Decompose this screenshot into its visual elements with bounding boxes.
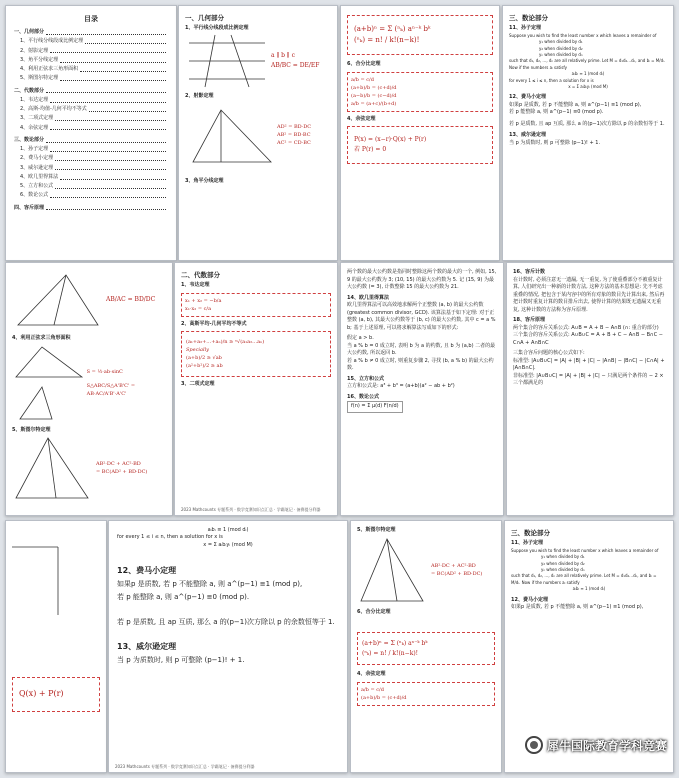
- incl-text-1: 在计数时, 必须注意无一遗漏, 无一重复, 为了使重叠部分不被重复计算, 人们研究出一种新的计数方法, 这种方法的基本思想是: 先不考虑重叠的情况, 把包含于某内容中的所有对象的数目先计算出来, 然后再把计数时重复计算的数目排斥出去, 使得计算的结果既无遗漏又无重复, 这种计数的方法称为容斥原理.: [513, 276, 665, 313]
- gcd-text-2: 欧几里得算法可以高效地求解两个正整数 (a, b) 的最大公约数 (greatest common divisor, GCD). 该算法基于如下定理: 对于正整数 (a, b), 其最大公约数等于 (b, c) 的最大公约数, 其中 c = a % b; 基于上述原理, 可以将求解算法写成如下的形式:: [347, 302, 496, 331]
- bisector-figure: [12, 269, 166, 331]
- crt-x: x = Σ aᵢbᵢyᵢ (mod M): [568, 84, 608, 90]
- mobius-formula: f(n) = Σ μ(d) F(n/d): [347, 401, 403, 413]
- toc-leader: [50, 126, 166, 130]
- crt-row-2: y₂ when divided by d₂: [539, 45, 583, 51]
- parallel-eq2: AB/BC = DE/EF: [271, 61, 320, 69]
- parallel-lines-diagram: [185, 33, 267, 89]
- geometry-cont-page: [5, 262, 173, 516]
- toc-leader: [50, 99, 166, 103]
- crt-box: [509, 33, 667, 91]
- bisector-triangle-diagram: [12, 269, 102, 331]
- wilson-text: 当 p 为质数时, 则 p 可整除 (p−1)! + 1.: [509, 139, 601, 146]
- lower-fermat-a: 如果p 是质数, 若 p 不能整除 a, 则 a^(p−1) ≡1 (mod p),: [117, 580, 303, 589]
- ratio-box: [347, 72, 493, 112]
- toc-item-label: 4、余弦定理: [20, 124, 49, 131]
- lower-crt-row-3: yₙ when divided by dₙ: [541, 567, 585, 573]
- incl-text-5: 标准型: |A∪B∪C| = |A| + |B| + |C| − |A∩B| − |B∩C| − |C∩A| + |A∩B∩C|.: [513, 357, 665, 371]
- binomial-coefficient: (ⁿₖ) = n! / k!(n−k)!: [354, 36, 420, 45]
- lower-ratio-eq-1: a/b = c/d: [361, 686, 384, 693]
- toc-item-label: 二、代数部分: [14, 87, 45, 94]
- toc-item-label: 1、平行线分线段成比例定理: [20, 38, 84, 45]
- lower-stewart-eq-2: = BC(AD² + BD·DC): [431, 570, 483, 577]
- projection-triangle-diagram: [185, 100, 275, 170]
- incl-principle-title: 18、容斥原理: [513, 317, 545, 323]
- fermat-2: 若 p 能整除 a, 则 a^(p−1) ≡0 (mod p).: [509, 109, 604, 116]
- number-theory-page: [502, 5, 674, 261]
- lower-number-header: 三、数论部分: [511, 529, 550, 537]
- lower-ratio-title: 6、合分比定理: [357, 608, 391, 615]
- lower-stewart-eq-1: AB²·DC + AC²·BD: [431, 562, 476, 569]
- toc-leader: [55, 185, 166, 189]
- toc-leader: [46, 206, 166, 210]
- parallel-eq1: a ∥ b ∥ c: [271, 52, 295, 60]
- gcd-step-3: 若 a % b ≠ 0 成立时, 则重复步骤 2, 寻找 (b, a % b) 的最大公约数.: [347, 357, 494, 371]
- toc-item-label: 3、威尔逊定理: [20, 164, 54, 171]
- toc-page: [5, 5, 177, 261]
- amgm-eq-2: Specially: [186, 347, 209, 354]
- incl-header: 16、容斥计数: [513, 269, 545, 275]
- mobius-title: 16、数论公式: [347, 393, 379, 400]
- toc-item-label: 4、利用正弦求三角形面积: [20, 66, 79, 73]
- stewart-eq-1: AB²·DC + AC²·BD: [96, 461, 141, 467]
- crt-cond: such that d₁, d₂, …, dₙ are all relatively prime. Let M = d₁d₂…dₙ, and bᵢ = M/dᵢ. Now if the numbers aᵢ satisfy: [509, 58, 666, 70]
- parallel-figure: [185, 33, 331, 89]
- binomial-formula: (a+b)ⁿ = Σ (ⁿₖ) aⁿ⁻ᵏ bᵏ: [354, 25, 431, 33]
- geometry-page: [178, 5, 338, 261]
- toc-item-label: 3、角平分线定理: [20, 56, 59, 63]
- crt-sol: for every 1 ≤ i ≤ n, then a solution for x is: [509, 77, 594, 83]
- cube-formula: 立方和公式是: a³ + b³ = (a+b)(a² − ab + b²): [347, 383, 455, 389]
- toc-leader: [50, 49, 166, 53]
- vieta-eq-1: x₁ + x₂ = −b/a: [185, 297, 222, 304]
- lower-ratio-eq-2: (a+b)/b = (c+d)/d: [361, 694, 407, 701]
- euclid-title: 14、欧几里得算法: [347, 294, 389, 301]
- geometry-s1: 1、平行线分线段成比例定理: [185, 25, 249, 32]
- lower-left-page: [5, 520, 107, 773]
- toc-item-label: 2、射影定理: [20, 47, 49, 54]
- algebra-page: [174, 262, 338, 516]
- ratio-eq-2: (a+b)/b = (c+d)/d: [351, 84, 397, 91]
- stewart-title: 5、斯图尔特定理: [12, 426, 51, 433]
- toc-item[interactable]: [14, 48, 168, 55]
- lower-stewart-title: 5、斯图尔特定理: [357, 527, 396, 533]
- sine-area-eq-1: S = ½·ab·sinC: [86, 368, 123, 375]
- toc-item-label: 3、二项式定理: [20, 115, 54, 122]
- cube-title: 15、立方和公式: [347, 375, 384, 382]
- toc-leader: [55, 117, 166, 121]
- amgm-box: [181, 331, 331, 377]
- toc-list: [14, 29, 168, 212]
- lower-stewart-page: [350, 520, 502, 773]
- crt-row-3: yₙ when divided by dₙ: [539, 52, 583, 58]
- algebra-header: 二、代数部分: [181, 271, 220, 279]
- toc-leader: [89, 108, 166, 112]
- toc-leader: [46, 31, 166, 35]
- toc-item[interactable]: [14, 106, 168, 113]
- toc-leader: [60, 59, 166, 63]
- toc-leader: [60, 77, 166, 81]
- stewart-eq-2: = BC(AD² + BD·DC): [96, 469, 148, 475]
- toc-item[interactable]: [14, 183, 168, 190]
- lower-binomial-eq: (a+b)ⁿ = Σ (ⁿₖ) aⁿ⁻ᵏ bᵏ: [362, 640, 428, 647]
- vieta-title: 1、韦达定理: [181, 282, 210, 289]
- toc-item[interactable]: [14, 165, 168, 172]
- watermark-text: 犀牛国际教育学科竞赛: [546, 738, 667, 753]
- geometry-header: 一、几何部分: [185, 14, 224, 22]
- fermat-1: 如果p 是质数, 若 p 不能整除 a, 则 a^(p−1) ≡1 (mod p),: [509, 101, 642, 108]
- toc-item-label: 1、韦达定理: [20, 96, 49, 103]
- vieta-eq-2: x₁·x₂ = c/a: [185, 305, 212, 312]
- toc-item[interactable]: [14, 115, 168, 122]
- toc-item[interactable]: [14, 57, 168, 64]
- toc-item[interactable]: [14, 155, 168, 162]
- toc-item[interactable]: [14, 38, 168, 45]
- lower-cosine-title: 4、余弦定理: [357, 671, 386, 678]
- crt-text: Suppose you wish to find the least number x which leaves a remainder of: [509, 32, 657, 38]
- incl-text-6: 非标准型: |A∪B∪C| = |A| + |B| + |C| − 只满足两个条件的 − 2 × 三个都满足的: [513, 372, 664, 386]
- amgm-eq-1: (a₁+a₂+…+aₙ)/n ≥ ⁿ√(a₁a₂…aₙ): [186, 339, 265, 346]
- gcd-text-1: 两个数的最大公约数是指同时整除这两个数的最大的一个, 例如, 15, 9 的最大公约数为 3; (10, 15) 的最大公约数为 5. 记 (15, 9) 为最大公约数 (= 3), 计数整除 15 的最大公约数为 21.: [347, 269, 497, 290]
- lower-wilson-text: 当 p 为质数时, 则 p 可整除 (p−1)! + 1.: [117, 656, 245, 665]
- toc-item[interactable]: [14, 137, 168, 144]
- remainder-box: [347, 126, 493, 163]
- toc-leader: [55, 157, 166, 161]
- amgm-eq-3: (a+b)/2 ≥ √ab: [186, 355, 222, 362]
- amgm-title: 2、高斯平均-几何平均不等式: [181, 320, 247, 327]
- incl-text-2: 两个集合的容斥关系公式: A∪B = A + B − A∩B (∩: 重合的部分): [513, 324, 659, 331]
- lower-crt-sol: for every 1 ≤ i ≤ n, then a solution for x is: [117, 534, 223, 541]
- incl-text-4: 三集合容斥问题的核心公式如下:: [513, 350, 585, 356]
- lower-fermat-b: 若 p 能整除 a, 则 a^(p−1) ≡0 (mod p).: [117, 593, 250, 602]
- lower-fermat-2-a: 如果p 是质数, 若 p 不能整除 a, 则 a^(p−1) ≡1 (mod p),: [511, 604, 644, 611]
- wilson-title: 13、威尔逊定理: [509, 132, 546, 139]
- toc-leader: [80, 68, 166, 72]
- lower-crt-cond: such that d₁, d₂, …, dₙ are all relatively prime. Let M = d₁d₂…dₙ, and bᵢ = M/dᵢ. Now if the numbers aᵢ satisfy: [511, 573, 657, 585]
- crt-eq: aᵢbᵢ ≡ 1 (mod dᵢ): [571, 71, 605, 77]
- toc-leader: [50, 148, 166, 152]
- toc-leader: [46, 89, 166, 93]
- inclusion-page: [506, 262, 674, 516]
- toc-item-label: 5、立方和公式: [20, 183, 54, 190]
- fermat-title: 12、费马小定理: [509, 94, 546, 101]
- binomial-box: [347, 15, 493, 55]
- toc-title: 目录: [84, 15, 98, 23]
- toc-item-label: 5、斯图尔特定理: [20, 75, 59, 82]
- toc-item-label: 2、高斯-均值-几何平均不等式: [20, 106, 87, 113]
- lower-fermat-footer: 2023 Mathcounts 专题系列 · 数学竞赛知识点汇总 · 学霸笔记 · 备赛提分利器: [115, 764, 255, 770]
- projection-figure: [185, 100, 331, 170]
- toc-leader: [46, 139, 166, 143]
- toc-item[interactable]: [14, 205, 168, 212]
- cosine-title: 4、余弦定理: [347, 115, 376, 122]
- projection-eq-1: AD² = BD·DC: [277, 124, 312, 131]
- sine-area-eq-2: S△ABC/S△A'B'C' = AB·AC/A'B'·A'C': [86, 382, 136, 397]
- toc-item[interactable]: [14, 146, 168, 153]
- incl-text-3: 三个集合的容斥关系公式: A∪B∪C = A + B + C − A∩B − B∩C − C∩A + A∩B∩C: [513, 332, 663, 346]
- toc-item[interactable]: [14, 88, 168, 95]
- wechat-logo-icon: [525, 736, 543, 754]
- gcd-step-1: 假定 a > b.: [347, 335, 374, 341]
- sine-triangles-diagram: [12, 343, 83, 423]
- toc-item-label: 6、数论公式: [20, 192, 49, 199]
- lower-left-q: Q(x) + P(r): [19, 689, 64, 698]
- lower-fermat-c: 若 p 是质数, 且 ap 互质, 那么 a 的(p−1)次方除以 p 的余数恒等于 1.: [117, 617, 335, 626]
- vieta-box: [181, 293, 331, 317]
- lower-stewart-figure: [357, 535, 495, 605]
- lower-fermat-page: [108, 520, 348, 773]
- toc-leader: [85, 40, 166, 44]
- toc-leader: [60, 176, 166, 180]
- toc-item[interactable]: [14, 29, 168, 36]
- projection-eq-2: AB² = BD·BC: [277, 132, 311, 139]
- lower-crt-title: 11、孙子定理: [511, 540, 543, 547]
- number-header: 三、数论部分: [509, 14, 548, 22]
- toc-item-label: 一、几何部分: [14, 29, 45, 36]
- lower-ratio-box: [357, 682, 495, 706]
- toc-item[interactable]: [14, 66, 168, 73]
- lower-stewart-diagram: [357, 535, 427, 605]
- ratio-eq-3: (a−b)/b = (c−d)/d: [351, 92, 397, 99]
- stewart-triangle-diagram: [12, 434, 92, 502]
- lower-crt-eq2: aᵢbᵢ ≡ 1 (mod dᵢ): [572, 586, 606, 592]
- toc-item[interactable]: [14, 125, 168, 132]
- crt-row-1: y₁ when divided by d₁: [539, 39, 583, 45]
- ratio-eq-1: a/b = c/d: [351, 76, 374, 83]
- toc-item-label: 四、容斥原理: [14, 204, 45, 211]
- binomial-page: [340, 5, 500, 261]
- toc-item[interactable]: [14, 192, 168, 199]
- lower-crt-box: [511, 548, 667, 593]
- euclid-page: [340, 262, 504, 516]
- lower-left-box: [12, 677, 100, 712]
- toc-item-label: 三、数论部分: [14, 136, 45, 143]
- lower-crt-text: Suppose you wish to find the least number x which leaves a remainder of: [511, 547, 659, 553]
- toc-item-label: 4、欧几里得算法: [20, 173, 59, 180]
- crt-title: 11、孙子定理: [509, 25, 541, 32]
- ratio-title: 6、合分比定理: [347, 61, 381, 68]
- lower-crt-row-1: y₁ when divided by d₁: [541, 554, 585, 560]
- algebra-footer: 2023 Mathcounts 专题系列 · 数学竞赛知识点汇总 · 学霸笔记 · 备赛提分利器: [181, 507, 321, 513]
- lower-fermat-title: 12、费马小定理: [117, 565, 177, 575]
- lower-crt-eq: aᵢbᵢ ≡ 1 (mod dᵢ): [207, 527, 249, 533]
- lower-binomial-k: (ⁿₖ) = n! / k!(n−k)!: [362, 649, 419, 657]
- lower-wilson-title: 13、威尔逊定理: [117, 641, 177, 651]
- toc-item[interactable]: [14, 174, 168, 181]
- sine-area-title: 4、利用正弦求三角形面积: [12, 335, 71, 341]
- lower-crt-row-2: y₂ when divided by d₂: [541, 560, 585, 566]
- amgm-eq-4: (a²+b²)/2 ≥ ab: [186, 363, 223, 370]
- lower-fermat-title-2: 12、费马小定理: [511, 596, 548, 603]
- toc-item-label: 1、孙子定理: [20, 146, 49, 153]
- lower-crt-x: x = Σ aᵢbᵢyᵢ (mod M): [203, 541, 253, 548]
- projection-eq-3: AC² = CD·BC: [277, 140, 311, 147]
- bisector-eq: AB/AC = BD/DC: [106, 296, 156, 304]
- stewart-figure: [12, 434, 166, 502]
- remainder-eq: P(x) = (x−r)·Q(x) + P(r): [354, 136, 427, 144]
- geometry-s3: 3、角平分线定理: [185, 178, 224, 185]
- toc-item[interactable]: [14, 97, 168, 104]
- toc-leader: [55, 166, 166, 170]
- remainder-cond: 若 P(r) = 0: [354, 145, 387, 153]
- binomial-title: 3、二项式定理: [181, 381, 215, 388]
- ratio-eq-4: a/b = (a+c)/(b+d): [351, 100, 397, 107]
- gcd-step-2: 当 a % b = 0 成立时, 表明 b 为 a 的约数, 且 b 为 (a,b) 二者的最大公约数, 所以返回 b.: [347, 342, 496, 356]
- fermat-3: 若 p 是质数, 且 ap 互质, 那么 a 的(p−1)次方除以 p 的余数恒等于 1.: [509, 120, 665, 127]
- lower-left-frame: [12, 527, 92, 617]
- watermark: [525, 736, 667, 754]
- lower-binomial-box: [357, 632, 495, 665]
- toc-item[interactable]: [14, 75, 168, 82]
- toc-leader: [50, 194, 166, 198]
- geometry-s2: 2、射影定理: [185, 92, 214, 99]
- sine-area-figure: [12, 343, 166, 423]
- toc-item-label: 2、费马小定理: [20, 155, 54, 162]
